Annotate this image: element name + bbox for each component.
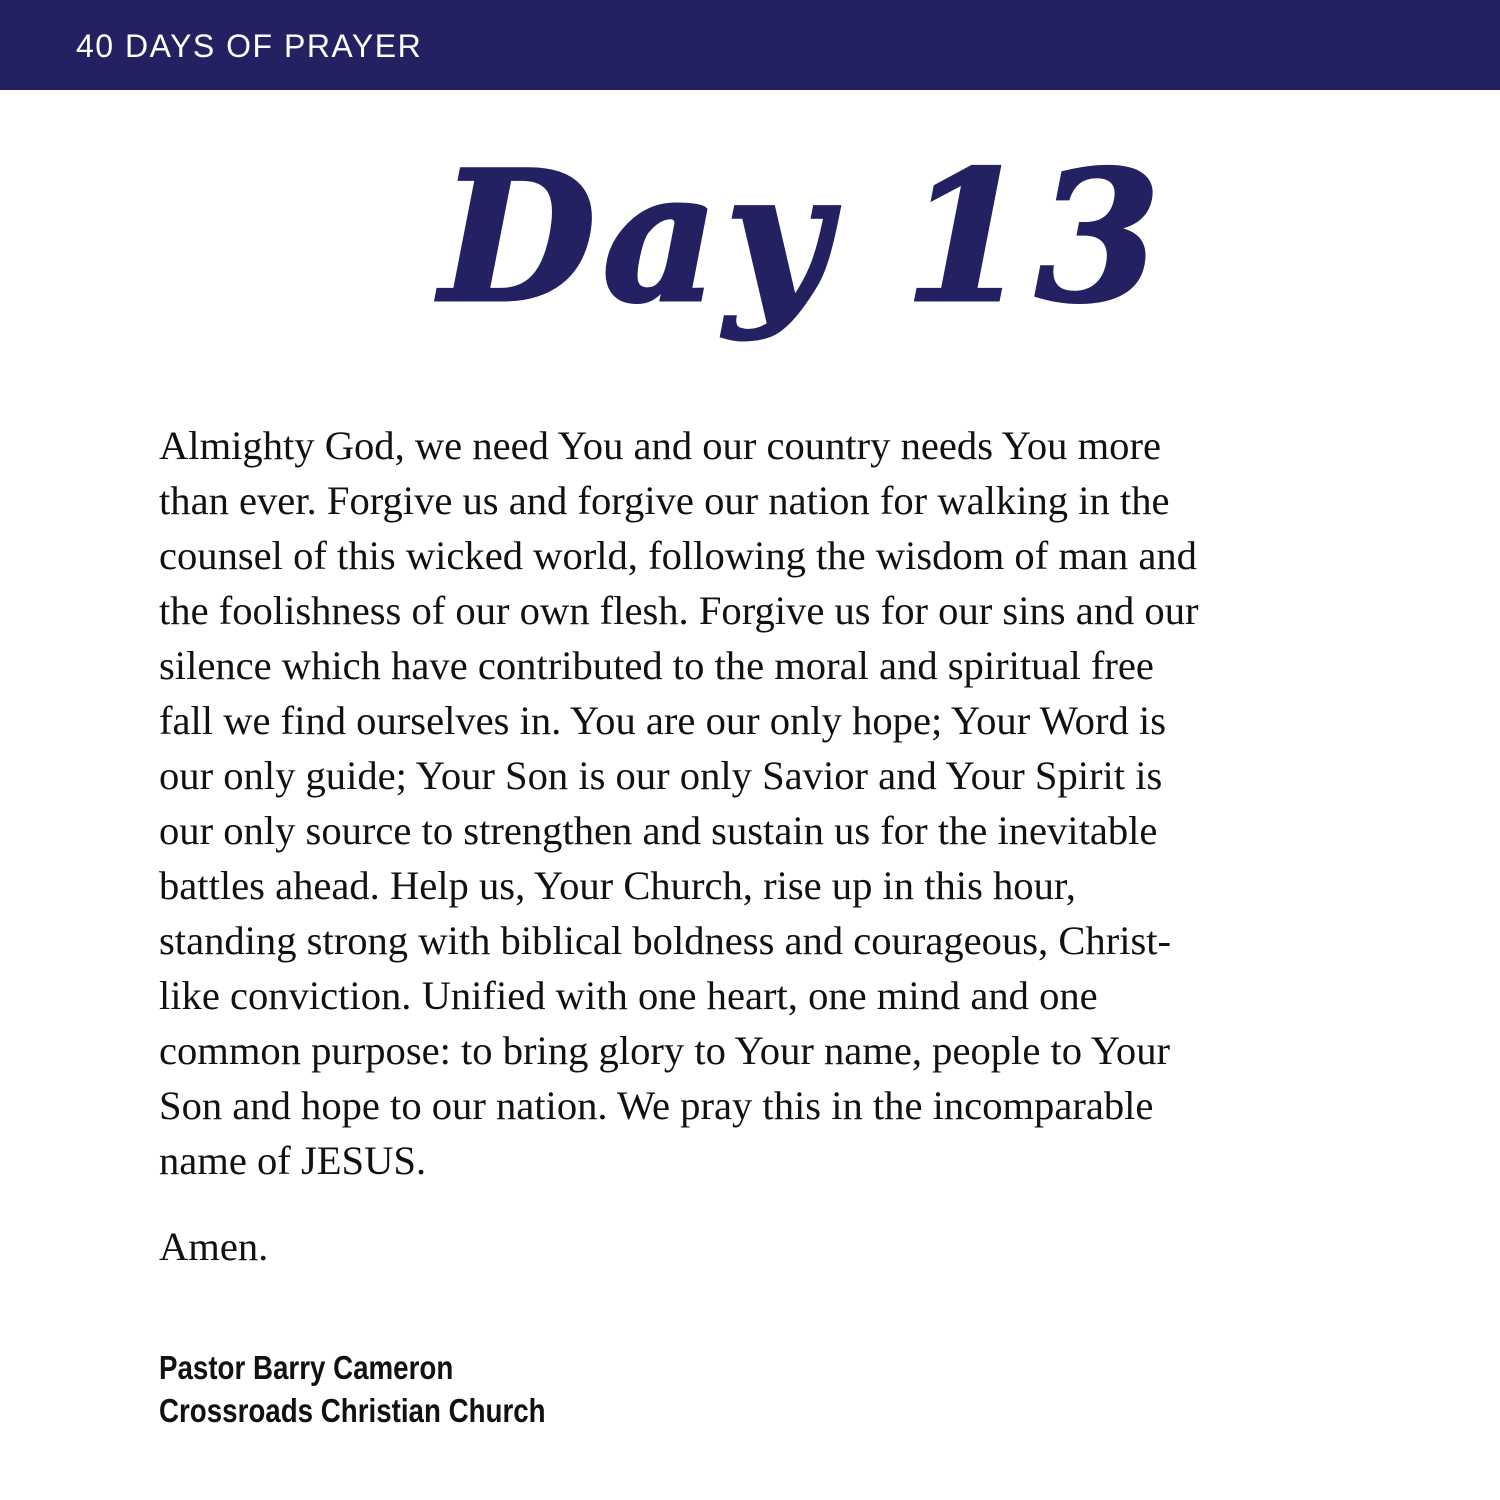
signature-block [159, 1346, 546, 1432]
day-heading [420, 130, 1167, 390]
author-name: Pastor Barry Cameron [159, 1349, 454, 1386]
church-name: Crossroads Christian Church [159, 1392, 546, 1429]
prayer-closing: Amen. [159, 1224, 269, 1269]
day-heading-text: Day 13 [440, 132, 1167, 343]
series-title: 40 DAYS OF PRAYER [76, 28, 423, 64]
prayer-body: Almighty God, we need You and our country needs You more than ever. Forgive us and forgive our nation for walking in the counsel of this wicked world, following the wisdom of man and the foolishness of our own flesh. Forgive us for our sins and our silence which have contributed to the moral and spiritual free fall we find ourselves in. You are our only hope; Your Word is our only guide; Your Son is our only Savior and Your Spirit is our only source to strengthen and sustain us for the inevitable battles ahead. Help us, Your Church, rise up in this hour, standing strong with biblical boldness and courageous, Christ- like conviction. Unified with one heart, one mind and one common purpose: to bring glory to Your name, people to Your Son and hope to our nation. We pray this in the incomparable name of JESUS. [159, 423, 1199, 1183]
header-bar [0, 0, 1500, 90]
